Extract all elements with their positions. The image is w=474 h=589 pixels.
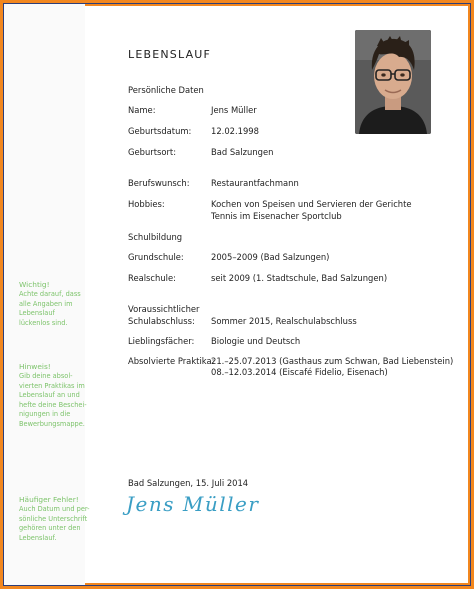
label-graduation-line2: Schulabschluss: (128, 316, 195, 326)
label-birthplace: Geburtsort: (128, 147, 177, 157)
note-line: Lebenslauf. (19, 533, 57, 542)
label-birthdate: Geburtsdatum: (128, 126, 192, 136)
note-line: Bewerbungsmappe. (19, 419, 85, 428)
value-elementary-school: 2005–2009 (Bad Salzungen) (211, 252, 330, 262)
note-common-mistake (19, 495, 93, 543)
place-and-date: Bad Salzungen, 15. Juli 2014 (128, 478, 249, 488)
label-name: Name: (128, 105, 156, 115)
signature: Jens Müller (126, 492, 260, 516)
note-line: vierten Praktikas im (19, 381, 85, 390)
note-title: Häufiger Fehler! (19, 495, 79, 504)
section-school: Schulbildung (128, 232, 183, 242)
note-line: nigungen in die (19, 410, 71, 419)
label-graduation-line1: Voraussichtlicher (128, 304, 200, 314)
note-hint (19, 362, 93, 430)
note-line: Lebenslauf (19, 309, 55, 318)
note-line: Auch Datum und per- (19, 505, 90, 513)
section-personal-data: Persönliche Daten (128, 85, 204, 95)
value-name: Jens Müller (211, 105, 257, 115)
note-title: Wichtig! (19, 280, 50, 289)
note-line: hefte deine Beschei- (19, 400, 87, 409)
profile-photo (355, 30, 431, 134)
label-favorite-subjects: Lieblingsfächer: (128, 336, 195, 346)
document-title: LEBENSLAUF (128, 48, 212, 61)
value-hobbies-line1: Kochen von Speisen und Servieren der Gerichte (211, 199, 412, 209)
label-secondary-school: Realschule: (128, 273, 176, 283)
note-line: Achte darauf, dass (19, 290, 81, 298)
value-internship-2: 08.–12.03.2014 (Eiscafé Fidelio, Eisenach) (211, 367, 388, 377)
note-line: lückenlos sind. (19, 318, 68, 327)
value-graduation: Sommer 2015, Realschulabschluss (211, 316, 357, 326)
note-line: Gib deine absol- (19, 372, 73, 380)
value-career-wish: Restaurantfachmann (211, 178, 299, 188)
note-line: alle Angaben im (19, 299, 73, 308)
label-internships: Absolvierte Praktika: (128, 356, 215, 366)
label-elementary-school: Grundschule: (128, 252, 184, 262)
value-birthdate: 12.02.1998 (211, 126, 259, 136)
note-important (19, 280, 93, 328)
value-birthplace: Bad Salzungen (211, 147, 274, 157)
label-career-wish: Berufswunsch: (128, 178, 190, 188)
note-line: gehören unter den (19, 524, 81, 533)
value-internship-1: 21.–25.07.2013 (Gasthaus zum Schwan, Bad Liebenstein) (211, 356, 454, 366)
value-secondary-school: seit 2009 (1. Stadtschule, Bad Salzungen) (211, 273, 388, 283)
value-hobbies-line2: Tennis im Eisenacher Sportclub (211, 211, 342, 221)
note-line: sönliche Unterschrift (19, 514, 88, 523)
value-favorite-subjects: Biologie und Deutsch (211, 336, 301, 346)
note-line: Lebenslauf an und (19, 391, 80, 400)
portrait-illustration (355, 30, 431, 134)
note-title: Hinweis! (19, 362, 51, 371)
label-hobbies: Hobbies: (128, 199, 165, 209)
